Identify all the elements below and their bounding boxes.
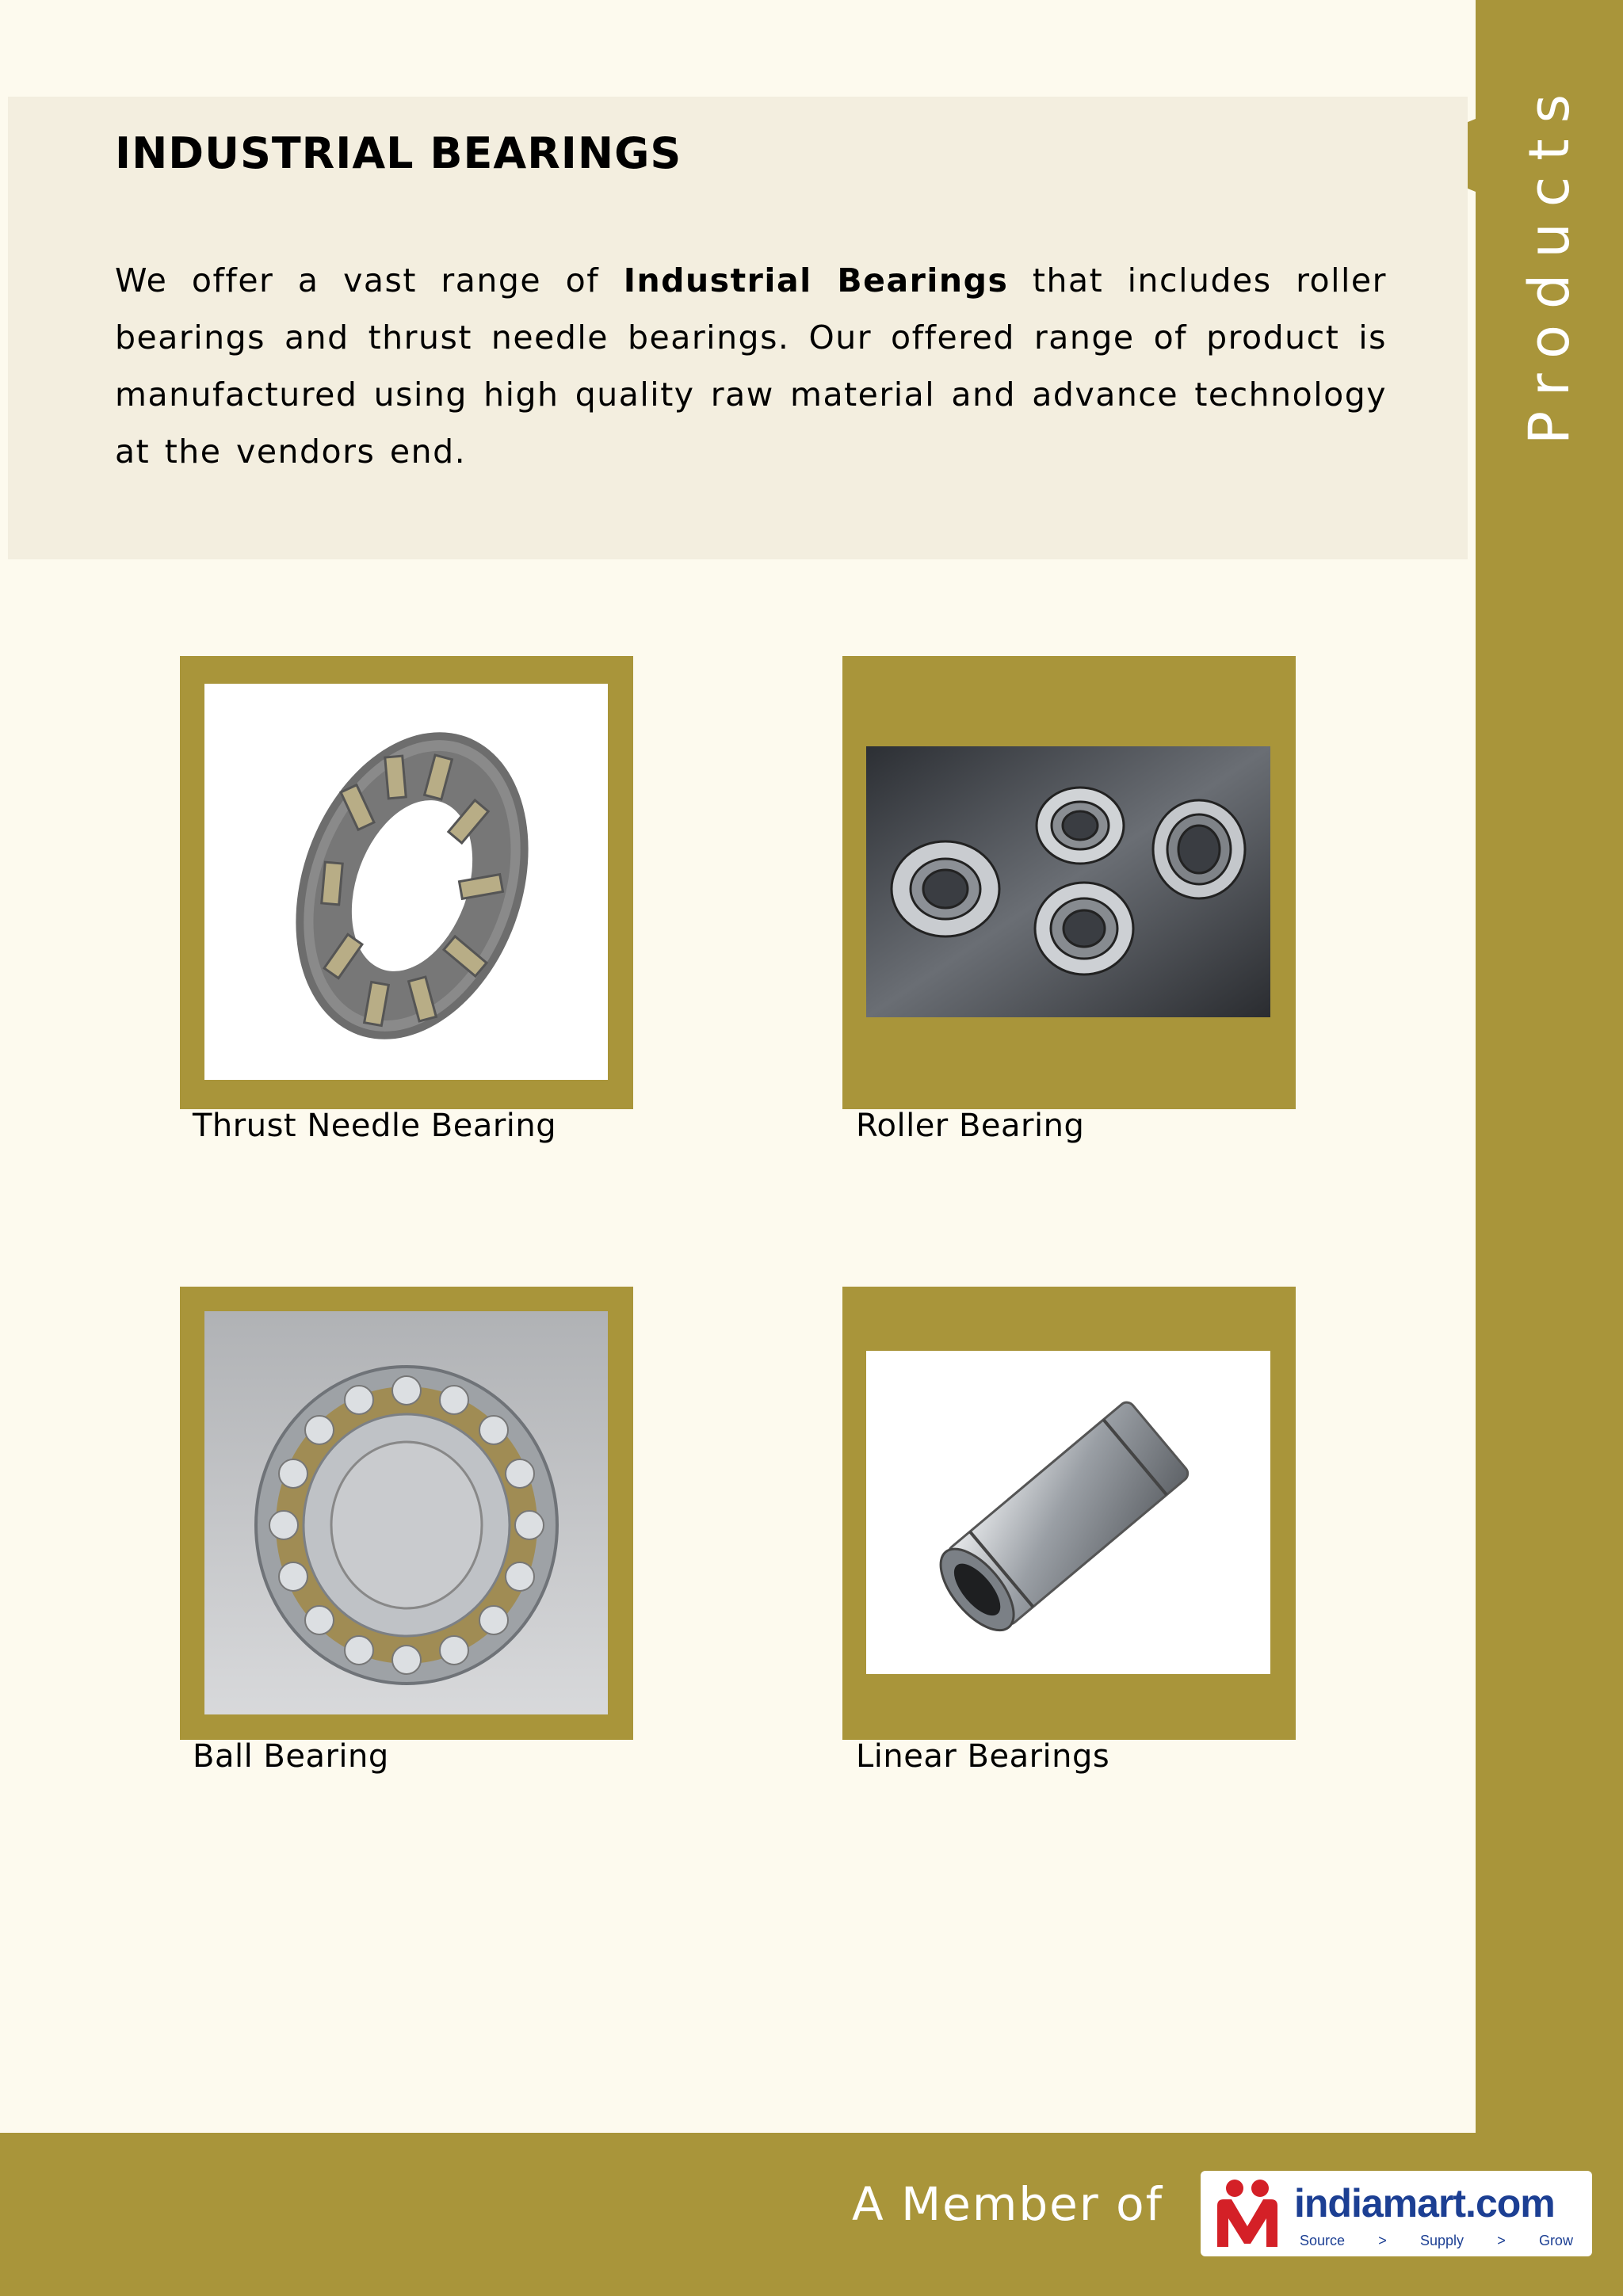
- intro-text-bold: Industrial Bearings: [623, 261, 1009, 299]
- product-name-ball-bearing[interactable]: Ball Bearing: [193, 1738, 389, 1775]
- thrust-needle-bearing-image: [204, 684, 608, 1080]
- indiamart-tagline: [1300, 2233, 1573, 2249]
- tagline-supply: Supply: [1419, 2233, 1465, 2248]
- indiamart-m-icon: [1211, 2177, 1290, 2250]
- tagline-source: Source: [1300, 2233, 1346, 2248]
- product-name-thrust-needle-bearing[interactable]: Thrust Needle Bearing: [193, 1108, 557, 1144]
- member-text: A Member of: [852, 2177, 1164, 2231]
- ball-bearing-image: [204, 1311, 608, 1714]
- sidebar-title: Products: [1517, 78, 1582, 445]
- page-title: INDUSTRIAL BEARINGS: [115, 128, 682, 178]
- intro-text-end: that includes roller bearings and thrust needle bearings. Our offered range of product is manufactured using high quality raw material and advance technology at the vendors end.: [115, 261, 1387, 471]
- intro-paragraph: [115, 252, 1387, 480]
- linear-bearing-image: [866, 1351, 1270, 1674]
- intro-text-start: We offer a vast range of: [115, 261, 624, 299]
- product-name-roller-bearing[interactable]: Roller Bearing: [856, 1108, 1085, 1144]
- indiamart-logo-text: indiamart.com: [1294, 2181, 1555, 2225]
- tagline-separator: >: [1378, 2233, 1387, 2248]
- roller-bearing-image: [866, 746, 1270, 1017]
- tagline-grow: Grow: [1538, 2233, 1573, 2248]
- tagline-separator: >: [1497, 2233, 1506, 2248]
- product-name-linear-bearings[interactable]: Linear Bearings: [856, 1738, 1110, 1775]
